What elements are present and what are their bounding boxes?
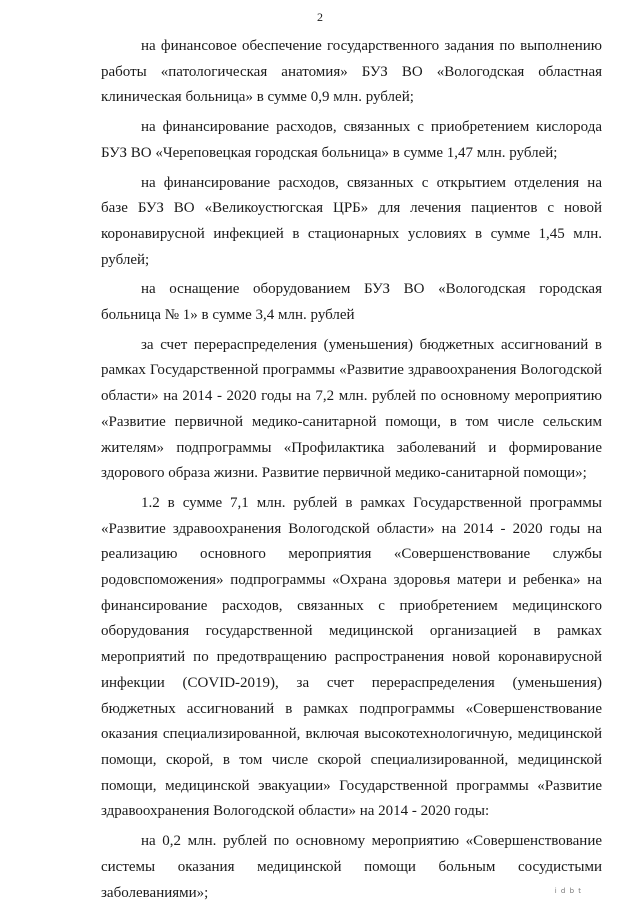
document-body bbox=[101, 34, 602, 910]
paragraph-pathology-funding: на финансовое обеспечение государственного задания по выполнению работы «патологическая анатомия» БУЗ ВО «Вологодская областная клиническая больница» в сумме 0,9 млн. рублей; bbox=[101, 38, 602, 106]
paragraph-item-1-2: 1.2 в сумме 7,1 млн. рублей в рамках Государственной программы «Развитие здравоохранения Вологодской области» на 2014 - 2020 годы на реализацию основного мероприятия «Совершенствование службы родовспоможения» подпрограммы «Охрана здоровья матери и ребенка» на финансирование расходов, связанных с приобретением медицинского оборудования государственной медицинской организацией в рамках мероприятий по предотвращению распространения новой коронавирусной инфекции (COVID-2019), за счет перераспределения (уменьшения) бюджетных ассигнований в рамках подпрограммы «Совершенствование оказания специализированной, включая высокотехнологичную, медицинской помощи, скорой, в том числе скорой специализированной, медицинской помощи, медицинской эвакуации» Государственной программы «Развитие здравоохранения Вологодской области» на 2014 - 2020 годы: bbox=[101, 494, 602, 820]
paragraph-covid-department: на финансирование расходов, связанных с открытием отделения на базе БУЗ ВО «Великоустюгская ЦРБ» для лечения пациентов с новой коронавирусной инфекцией в стационарных условиях в сумме 1,45 млн. рублей; bbox=[101, 174, 602, 268]
paragraph-reallocation: за счет перераспределения (уменьшения) бюджетных ассигнований в рамках Государственной программы «Развитие здравоохранения Вологодской области» на 2014 - 2020 годы на 7,2 млн. рублей по основному мероприятию «Развитие первичной медико-санитарной помощи, в том числе сельским жителям» подпрограммы «Профилактика заболеваний и формирование здорового образа жизни. Развитие первичной медико-санитарной помощи»; bbox=[101, 336, 602, 482]
page-number: 2 bbox=[317, 10, 323, 24]
paragraph-equipment: на оснащение оборудованием БУЗ ВО «Вологодская городская больница № 1» в сумме 3,4 млн. рублей bbox=[101, 281, 602, 324]
paragraph-vascular: на 0,2 млн. рублей по основному мероприятию «Совершенствование системы оказания медицинской помощи больным сосудистыми заболеваниями»; bbox=[101, 833, 602, 901]
footer-mark: i d b t bbox=[554, 887, 582, 895]
paragraph-oxygen-funding: на финансирование расходов, связанных с приобретением кислорода БУЗ ВО «Череповецкая городская больница» в сумме 1,47 млн. рублей; bbox=[101, 119, 602, 161]
